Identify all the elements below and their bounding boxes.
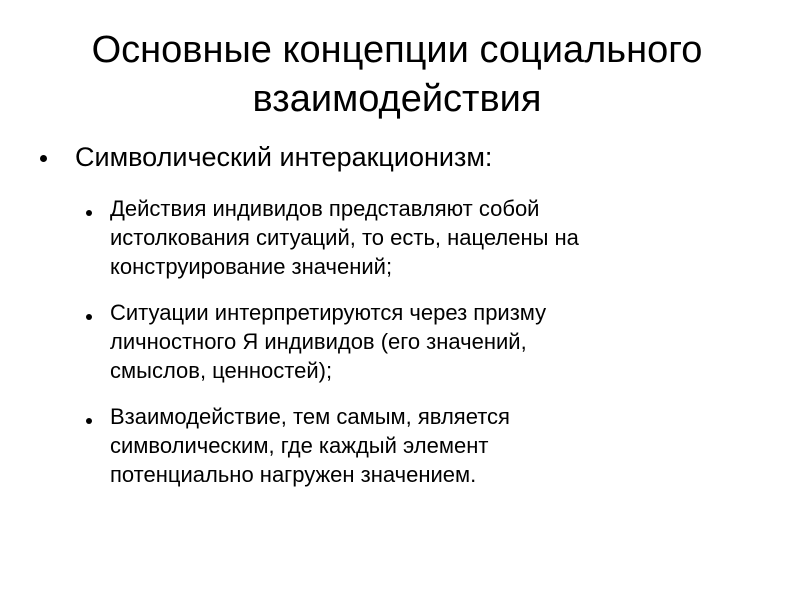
bullet-symbolic-interactionism: Символический интеракционизм: xyxy=(75,142,493,172)
sub-item-2-line-3: смыслов, ценностей); xyxy=(110,358,333,383)
title-line-1: Основные концепции социального xyxy=(91,29,703,71)
sub-item-1-line-3: конструирование значений; xyxy=(110,254,393,279)
sub-item-2-line-2: личностного Я индивидов (его значений, xyxy=(110,329,527,354)
sub-item-3 xyxy=(110,402,750,489)
sub-item-3-line-1: Взаимодействие, тем самым, является xyxy=(110,404,510,429)
sub-bullet-dot-icon xyxy=(86,210,92,216)
sub-item-2 xyxy=(110,298,750,385)
sub-bullet-dot-icon xyxy=(86,418,92,424)
slide-title xyxy=(20,26,774,124)
sub-item-3-line-2: символическим, где каждый элемент xyxy=(110,433,489,458)
sub-bullet-dot-icon xyxy=(86,314,92,320)
sub-item-2-line-1: Ситуации интерпретируются через призму xyxy=(110,300,547,325)
bullet-dot-icon xyxy=(40,155,47,162)
sub-item-1 xyxy=(110,194,750,281)
sub-item-3-line-3: потенциально нагружен значением. xyxy=(110,462,477,487)
title-line-2: взаимодействия xyxy=(252,78,542,120)
sub-item-1-line-1: Действия индивидов представляют собой xyxy=(110,196,540,221)
sub-item-1-line-2: истолкования ситуаций, то есть, нацелены на xyxy=(110,225,579,250)
